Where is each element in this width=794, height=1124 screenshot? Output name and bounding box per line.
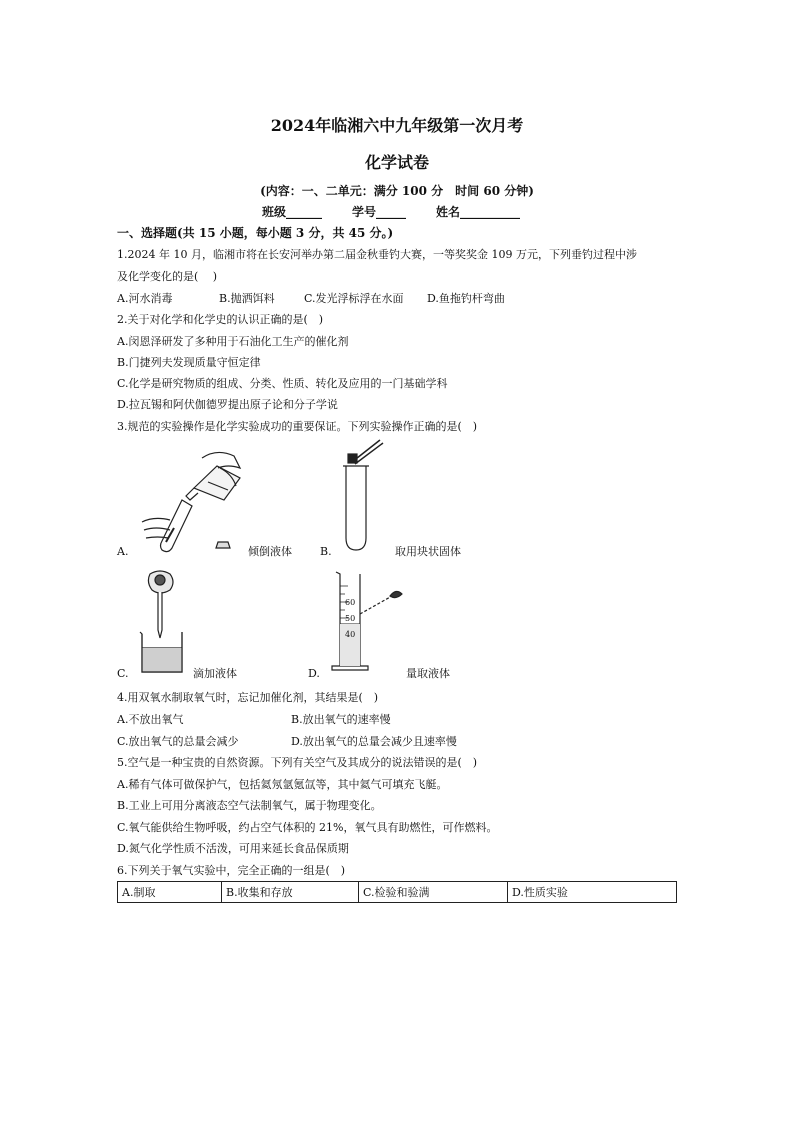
question-5-option-a[interactable]: A.稀有气体可做保护气，包括氦氖氩氪氙等，其中氦气可填充飞艇。 xyxy=(117,778,448,791)
question-1-stem: 1.2024 年 10 月，临湘市将在长安河举办第二届金秋垂钓大赛，一等奖奖金 109 万元，下列垂钓过程中涉 xyxy=(117,248,637,261)
exam-subtitle: 化学试卷 xyxy=(364,153,429,172)
question-2-option-b[interactable]: B.门捷列夫发现质量守恒定律 xyxy=(117,356,261,369)
question-1-option-b[interactable]: B.抛洒饵料 xyxy=(219,292,275,305)
figure-c-letter[interactable]: C. xyxy=(117,667,129,680)
figure-a-letter[interactable]: A. xyxy=(117,545,129,558)
question-1-option-c[interactable]: C.发光浮标浮在水面 xyxy=(304,292,404,305)
question-4-option-b[interactable]: B.放出氧气的速率慢 xyxy=(291,713,391,726)
question-1-option-a[interactable]: A.河水消毒 xyxy=(117,292,173,305)
table-row xyxy=(118,882,677,903)
graduated-cylinder-figure xyxy=(330,568,420,680)
figure-b-caption: 取用块状固体 xyxy=(395,545,461,558)
question-6-option-a[interactable]: A.制取 xyxy=(118,882,222,903)
question-6-option-c[interactable]: C.检验和验满 xyxy=(359,882,508,903)
figure-c-caption: 滴加液体 xyxy=(193,667,237,680)
class-field[interactable]: 班级______ xyxy=(262,205,323,219)
question-6-option-b[interactable]: B.收集和存放 xyxy=(222,882,359,903)
figure-d-caption: 量取液体 xyxy=(406,667,450,680)
question-6-option-d[interactable]: D.性质实验 xyxy=(508,882,677,903)
question-3-stem: 3.规范的实验操作是化学实验成功的重要保证。下列实验操作正确的是( ) xyxy=(117,420,478,433)
question-5-stem: 5.空气是一种宝贵的自然资源。下列有关空气及其成分的说法错误的是( ) xyxy=(117,756,478,769)
student-number-field[interactable]: 学号_____ xyxy=(352,205,407,219)
question-4-stem: 4.用双氧水制取氧气时，忘记加催化剂，其结果是( ) xyxy=(117,691,379,704)
question-4-option-c[interactable]: C.放出氧气的总量会减少 xyxy=(117,735,239,748)
figure-d-letter[interactable]: D. xyxy=(308,667,320,680)
cylinder-mark-50: 50 xyxy=(345,614,356,623)
question-1-option-d[interactable]: D.鱼拖钓杆弯曲 xyxy=(427,292,505,305)
question-4-option-d[interactable]: D.放出氧气的总量会减少且速率慢 xyxy=(291,735,457,748)
question-6-options-table xyxy=(117,881,677,903)
question-4-option-a[interactable]: A.不放出氧气 xyxy=(117,713,184,726)
cylinder-mark-40: 40 xyxy=(345,630,356,639)
question-2-stem: 2.关于对化学和化学史的认识正确的是( ) xyxy=(117,313,324,326)
question-5-option-c[interactable]: C.氧气能供给生物呼吸，约占空气体积的 21%，氧气具有助燃性，可作燃料。 xyxy=(117,821,498,834)
question-2-option-d[interactable]: D.拉瓦锡和阿伏伽德罗提出原子论和分子学说 xyxy=(117,398,338,411)
dropper-figure xyxy=(134,568,194,680)
exam-title: 2024年临湘六中九年级第一次月考 xyxy=(270,116,524,135)
question-6-stem: 6.下列关于氧气实验中，完全正确的一组是( ) xyxy=(117,864,346,877)
question-2-option-c[interactable]: C.化学是研究物质的组成、分类、性质、转化及应用的一门基础学科 xyxy=(117,377,448,390)
section-heading: 一、选择题(共 15 小题，每小题 3 分，共 45 分。) xyxy=(117,226,394,240)
pouring-liquid-figure xyxy=(132,438,252,558)
question-1-stem-cont: 及化学变化的是( ) xyxy=(117,270,218,283)
cylinder-mark-60: 60 xyxy=(345,598,356,607)
figure-b-letter[interactable]: B. xyxy=(320,545,332,558)
figure-a-caption: 倾倒液体 xyxy=(248,545,292,558)
student-name-field[interactable]: 姓名__________ xyxy=(436,205,521,219)
question-5-option-d[interactable]: D.氮气化学性质不活泼，可用来延长食品保质期 xyxy=(117,842,349,855)
question-2-option-a[interactable]: A.闵恩泽研发了多种用于石油化工生产的催化剂 xyxy=(117,335,349,348)
question-5-option-b[interactable]: B.工业上可用分离液态空气法制氧气，属于物理变化。 xyxy=(117,799,382,812)
exam-info: (内容：一、二单元：满分 100 分 时间 60 分钟) xyxy=(260,184,534,198)
block-solid-figure xyxy=(336,438,406,556)
